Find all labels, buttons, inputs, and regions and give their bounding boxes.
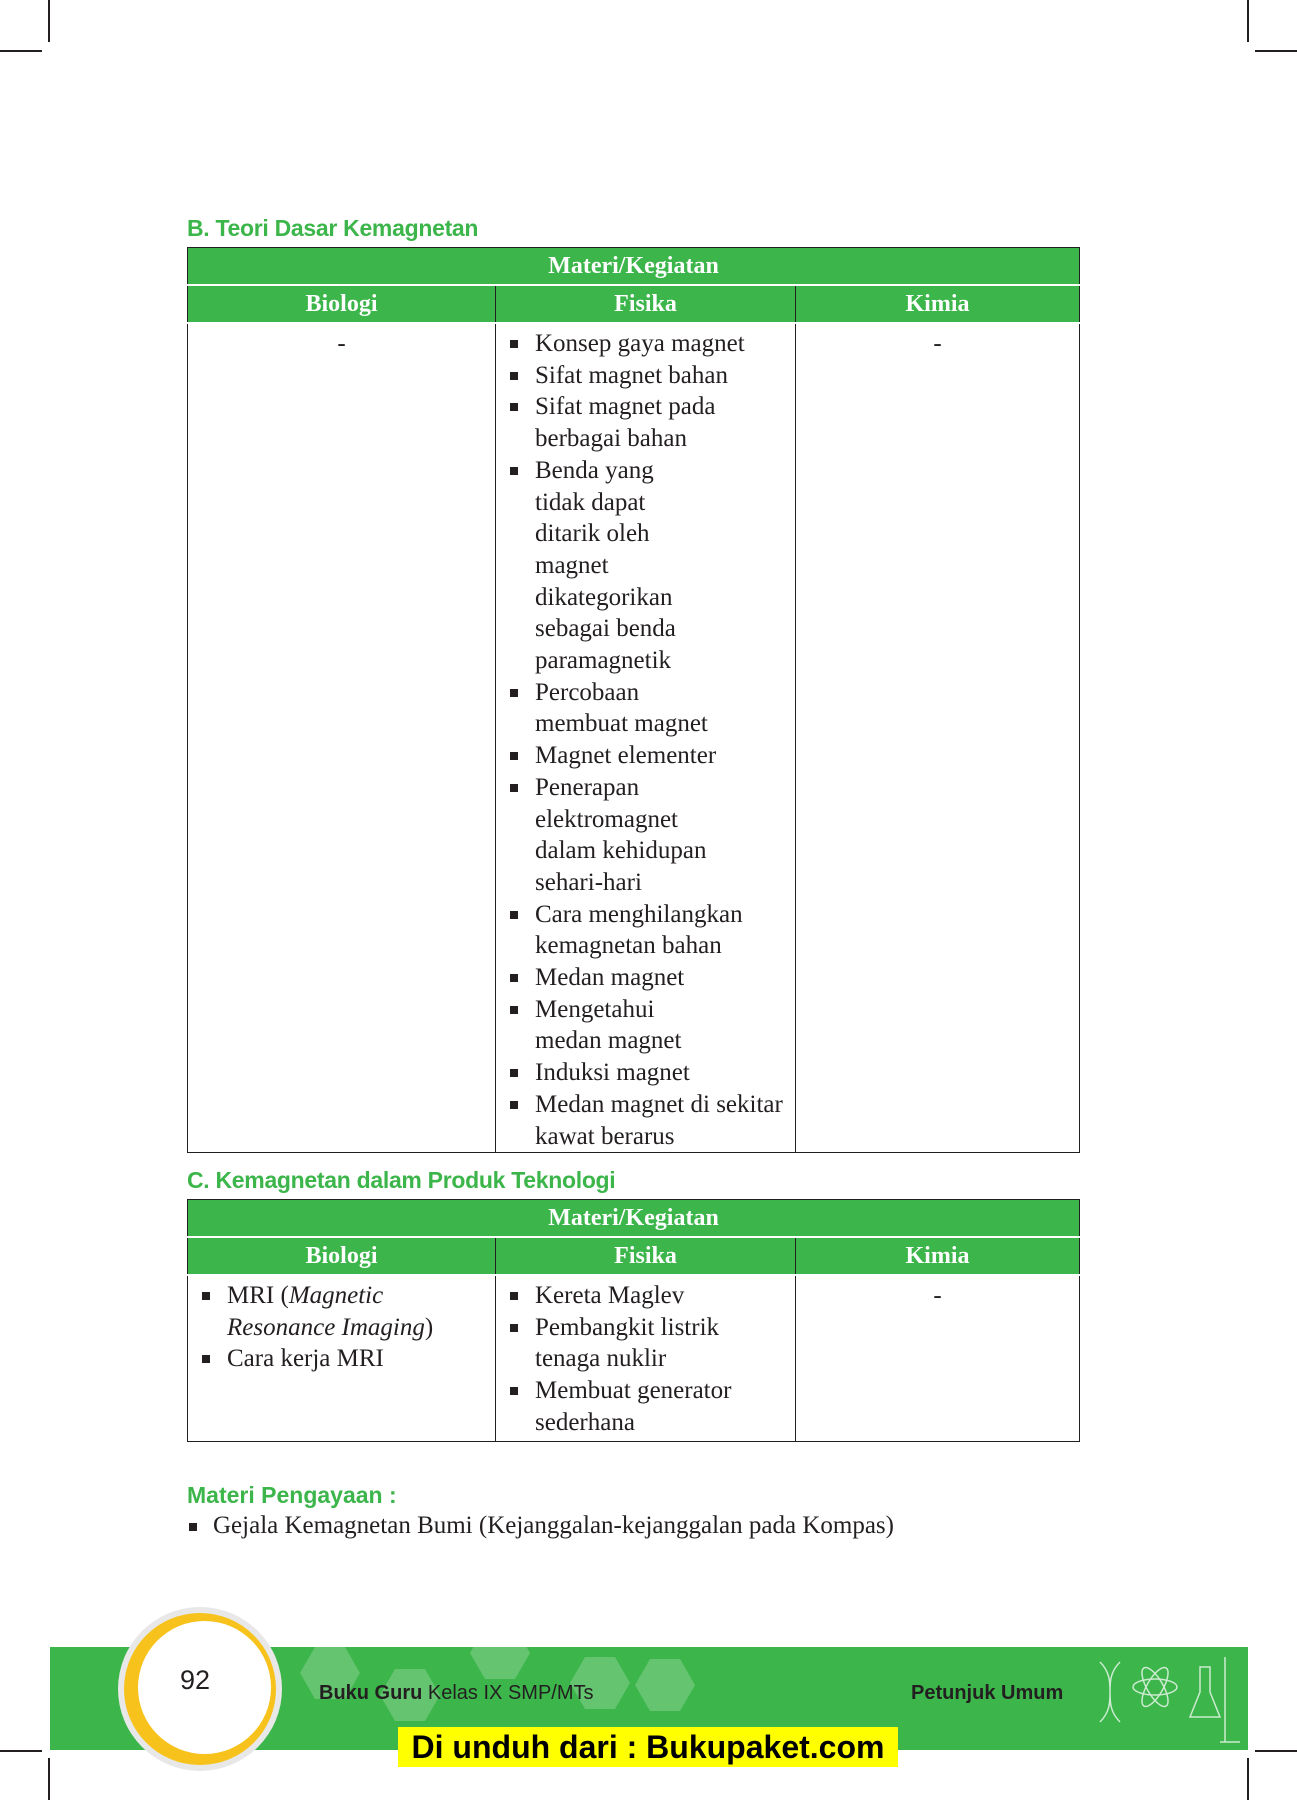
column-header-fisika: Fisika xyxy=(496,285,796,323)
footer-book-bold: Buku Guru xyxy=(319,1682,423,1704)
column-header-kimia: Kimia xyxy=(796,1237,1080,1275)
fisika-list xyxy=(496,328,795,1152)
list-item: Magnet elementer xyxy=(508,740,791,772)
mri-prefix: MRI ( xyxy=(227,1282,289,1309)
list-item: Medan magnet xyxy=(508,962,791,994)
crop-mark xyxy=(0,1750,42,1752)
fisika-cell xyxy=(496,323,796,1153)
column-header-biologi: Biologi xyxy=(188,1237,496,1275)
section-b-title: B. Teori Dasar Kemagnetan xyxy=(187,215,479,241)
column-header-fisika: Fisika xyxy=(496,1237,796,1275)
list-item: Gejala Kemagnetan Bumi (Kejanggalan-kejanggalan pada Kompas) xyxy=(187,1512,894,1540)
table-header: Materi/Kegiatan xyxy=(188,248,1080,286)
fisika-list xyxy=(496,1280,795,1439)
list-item: Benda yang tidak dapat ditarik oleh magnet dikategorikan sebagai benda paramagnetik xyxy=(508,455,705,677)
list-item xyxy=(200,1280,491,1343)
column-header-biologi: Biologi xyxy=(188,285,496,323)
crop-mark xyxy=(1247,0,1249,42)
crop-mark xyxy=(1255,1750,1297,1752)
list-item: Induksi magnet xyxy=(508,1057,791,1089)
hexagon-decoration xyxy=(470,1647,530,1679)
list-item: Percobaan membuat magnet xyxy=(508,677,735,740)
fisika-cell xyxy=(496,1275,796,1441)
column-header-kimia: Kimia xyxy=(796,285,1080,323)
page-number: 92 xyxy=(180,1665,211,1695)
biologi-list xyxy=(188,1280,495,1375)
biologi-cell: - xyxy=(188,323,496,1153)
list-item: Mengetahui medan magnet xyxy=(508,994,725,1057)
list-item: Cara menghilangkan kemagnetan bahan xyxy=(508,899,791,962)
list-item: Sifat magnet pada berbagai bahan xyxy=(508,391,735,454)
crop-mark xyxy=(1255,50,1297,52)
footer-section-label: Petunjuk Umum xyxy=(911,1682,1064,1704)
crop-mark xyxy=(48,1758,50,1800)
hexagon-decoration xyxy=(635,1659,695,1711)
kimia-cell: - xyxy=(796,323,1080,1153)
download-watermark: Di unduh dari : Bukupaket.com xyxy=(398,1727,898,1767)
list-item: Kereta Maglev xyxy=(508,1280,791,1312)
footer-book-rest: Kelas IX SMP/MTs xyxy=(422,1682,594,1704)
section-c-title: C. Kemagnetan dalam Produk Teknologi xyxy=(187,1167,616,1193)
enrichment-title: Materi Pengayaan : xyxy=(187,1482,397,1508)
list-item: Membuat generator sederhana xyxy=(508,1375,780,1438)
list-item: Cara kerja MRI xyxy=(200,1343,491,1375)
enrichment-list xyxy=(187,1512,894,1540)
crop-mark xyxy=(0,50,42,52)
section-b-table xyxy=(187,247,1080,1153)
list-item: Pembangkit listrik tenaga nuklir xyxy=(508,1312,765,1375)
list-item: Sifat magnet bahan xyxy=(508,360,791,392)
science-icons xyxy=(1095,1652,1245,1747)
crop-mark xyxy=(48,0,50,42)
list-item: Konsep gaya magnet xyxy=(508,328,791,360)
biologi-cell xyxy=(188,1275,496,1441)
table-header: Materi/Kegiatan xyxy=(188,1200,1080,1238)
mri-suffix: ) xyxy=(424,1313,434,1341)
footer-book-title xyxy=(319,1682,594,1705)
section-c-table xyxy=(187,1199,1080,1442)
list-item: Medan magnet di sekitar kawat berarus xyxy=(508,1089,791,1152)
list-item: Penerapan elektromagnet dalam kehidupan sehari-hari xyxy=(508,772,735,899)
mri-italic: Magnetic Resonance Imaging xyxy=(227,1282,425,1341)
crop-mark xyxy=(1247,1758,1249,1800)
kimia-cell: - xyxy=(796,1275,1080,1441)
